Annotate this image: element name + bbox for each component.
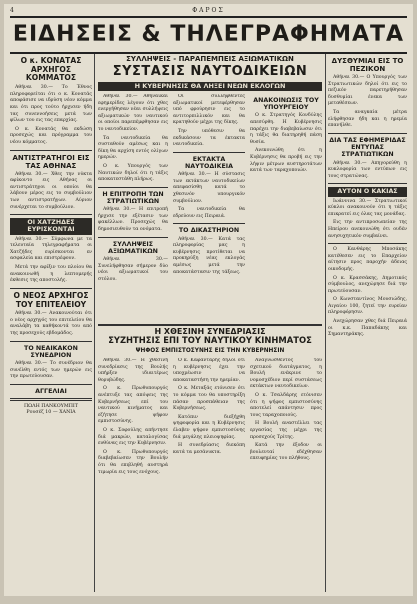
paragraph: Ο κ. Κονατάς θα εκδώση προσεχώς και πρόγραμμα του νέου κόμματος. (10, 126, 92, 145)
second-headline: ΣΥΖΗΤΗΣΙΣ ΕΠΙ ΤΟΥ ΝΑΥΤΙΚΟΥ ΚΙΝΗΜΑΤΟΣ (108, 335, 312, 345)
paragraph: Ο Κανθάρης Μποσάκης κατέθεσεν εις το Επαρχείον αίτησιν προς παροχήν άδειας οικοδομής. (328, 247, 407, 272)
paragraph: Αθήναι 30.— Το Έθνος πληροφορείται ότι ο κ. Κονατάς αποφάσισε να ιδρύση νέον κόμμα και ότι προς τούτο ήρχισεν ήδη τας συνεννοήσεις μετά των φίλων του εις τας επαρχίας. (10, 85, 92, 124)
page-number: 4 (10, 7, 14, 14)
article-body (328, 161, 407, 181)
article-body (328, 247, 407, 339)
paragraph: Αθήναι 30.— Η επιτροπή ήρχισε την εξέτασιν των φακέλλων. Προσεχώς θα δημοσιευθούν τα ονόματα. (98, 207, 168, 232)
article-headline: ΟΙ ΧΑΤΖΗΔΕΣ ΕΥΡΙΣΚΟΝΤΑΙ (10, 218, 92, 234)
second-column-1 (98, 358, 168, 592)
article-body (10, 311, 92, 337)
paragraph: Η Βουλή αναστέλλει τας εργασίας της μέχρι της προσεχούς Τρίτης. (250, 421, 322, 440)
paragraph: Ο κ. Υπουργός των Ναυτικών δηλοί ότι η τάξις αποκατεστάθη πλήρως. (98, 163, 168, 183)
article-headline: Η ΕΠΙΤΡΟΠΗ ΤΩΝ ΣΤΡΑΤΙΩΤΙΚΩΝ (102, 190, 164, 205)
article-body (98, 207, 168, 233)
paragraph: Τα ναυτοδικεία θα συσταθούν αμέσως και η δίκη θα αρχίση εντός ολίγων ημερών. (98, 135, 168, 161)
column-rule (94, 54, 95, 592)
second-column-2 (173, 358, 245, 592)
article-headline: ΤΟ ΔΙΚΑΣΤΗΡΙΟΝ (178, 227, 240, 235)
divider (10, 288, 92, 289)
divider (328, 243, 407, 244)
lead-subheadline: Η ΚΥΒΕΡΝΗΣΙΣ ΘΑ ΛΗΞΕΙ ΝΕΩΝ ΕΚΛΟΓΩΝ (98, 82, 322, 91)
paragraph: Ο κ. Μεταξάς ετόνισεν ότι το κόμμα του θα υποστηρίξη πάσαν προσπάθειαν της Κυβερνήσεως. (173, 386, 245, 412)
article-headline: ΔΙΑ ΤΑΣ ΕΦΗΜΕΡΙΔΑΣ ΕΝΤΥΠΑΣ ΣΤΡΑΤΙΩΤΙΚΩΝ (329, 136, 406, 159)
newspaper-name: ΦΑΡΟΣ (192, 7, 225, 14)
divider (10, 150, 92, 151)
paragraph: Ο κ. Πρωθυπουργός διαβεβαίωσεν την Βουλήν ότι θα επιβληθή αυστηρά τιμωρία εις τους ενόχους. (98, 449, 168, 475)
divider (10, 214, 92, 215)
article-headline: ΑΥΤΟΝ Ο ΚΑΚΙΑΣ (328, 187, 407, 196)
advert-line: Ρουσέζ 10 — ΧΑΝΙΑ (26, 410, 76, 416)
paragraph: Τα αναγκαία μέτρα ελήφθησαν ήδη και η ηρεμία επανήλθε. (328, 110, 407, 129)
lead-column-1 (98, 94, 168, 334)
second-kicker: Η ΧΘΕΣΙΝΗ ΣΥΝΕΔΡΙΑΣΙΣ (98, 324, 322, 337)
article-body (98, 257, 168, 283)
paragraph: Αναγνωσθέντος του σχετικού διατάγματος, η Βουλή ενέκρινε το νομοσχέδιον περί συστάσεως εκτάκτων ναυτοδικείων. (250, 358, 322, 390)
article-headline: ΑΝΤΙΣΤΡΑΤΗΓΟΙ ΕΙΣ ΤΑΣ ΑΘΗΝΑΣ (12, 153, 90, 170)
paragraph: Ιωάννινα 30.— Στρατιωτικοί κύκλοι ανακοινούν ότι η τάξις επικρατεί εις όλας τας μονάδας. (328, 198, 407, 217)
article-headline: ΔΥΣΘΥΜΙΑΙ ΕΙΣ ΤΟ ΠΕΖΙΚΟΝ (331, 57, 404, 74)
lead-column-3 (250, 94, 322, 320)
article-body (173, 237, 245, 277)
article-body (250, 113, 322, 174)
article-body (10, 361, 92, 381)
article-headline: ΑΓΓΕΛΙΑΙ (35, 387, 67, 395)
article-headline: ΑΝΑΚΟΙΝΩΣΙΣ ΤΟΥ ΥΠΟΥΡΓΕΙΟΥ (253, 97, 319, 112)
article-body (98, 94, 168, 184)
article-body (328, 75, 407, 130)
lead-column-2 (173, 94, 245, 320)
paragraph: Ο κ. Σοφούλης απήντησε διά μακρών, καταλογίσας ευθύνας εις την Κυβέρνησιν. (98, 427, 168, 447)
article-body (10, 237, 92, 285)
paragraph: Αθήναι 30.— Χθες την νύκτα αφίκοντο εις Αθήνας οι αντιστράτηγοι οι οποίοι θα λάβουν μέρος εις το συμβούλιον των αντιστρατήγων. Αύριον συνέρχεται το συμβούλιον. (10, 171, 92, 210)
paragraph: Ο Κωνσταντίνος Μουσιώδης, Αιγαίου 100, ζητεί την ευρείαν πληροφόρησιν. (328, 297, 407, 316)
column-rule (325, 54, 326, 592)
article-body (173, 94, 245, 149)
paragraph: Αθήναι 30.— Η σύστασις των εκτάκτων ναυτοδικείων απεφασίσθη κατά το χθεσινόν υπουργικόν συμβούλιον. (173, 172, 245, 204)
second-subheadline: ΨΗΦΟΣ ΕΜΠΙΣΤΟΣΥΝΗΣ ΕΙΣ ΤΗΝ ΚΥΒΕΡΝΗΣΙΝ (135, 348, 285, 354)
article-headline: ΕΚΤΑΚΤΑ ΝΑΥΤΟΔΙΚΕΙΑ (185, 155, 233, 170)
paragraph: Αθήναι 30.— Συνελήφθησαν σήμερον δύο νέοι αξιωματικοί του στόλου. (98, 257, 168, 282)
newspaper-page (4, 4, 413, 596)
paragraph: Αθήναι 30.— Ανακοινούται ότι ο νέος αρχηγός του επιτελείου θα αναλάβη τα καθήκοντά του από της προσεχούς εβδομάδος. (10, 311, 92, 336)
paragraph: Οι συλληφθέντες αξιωματικοί μετεφέρθησαν υπό φρούρησιν εις το αντιτορπιλλικόν και θα κρατηθούν μέχρι της δίκης. (173, 94, 245, 126)
paragraph: Αθήναι 30.— Σύμφωνα με τα τελευταία τηλεγραφήματα οι Χατζήδες ευρίσκονται εν ασφαλεία και επιστρέφουν. (10, 236, 92, 262)
paragraph: Ο κ. Πρωθυπουργός ανέπτυξε τας απόψεις της Κυβερνήσεως επί του ναυτικού κινήματος και εζήτησε ψήφον εμπιστοσύνης. (98, 386, 168, 425)
article-body (173, 172, 245, 220)
article-body (328, 199, 407, 241)
article-headline: ΤΟ ΝΕΑΙΚΑΚΟΝ ΣΥΝΕΔΡΙΟΝ (24, 344, 78, 359)
article-body (10, 85, 92, 146)
paragraph: Αθήναι 30.— Η χθεσινή συνεδρίασις της Βουλής υπήρξεν ιδιαιτέρως θορυβώδης. (98, 358, 168, 383)
column-right (328, 54, 407, 592)
divider (328, 133, 407, 134)
divider (10, 384, 92, 385)
paragraph: Αθήναι 30.— Ο Υπουργός των Στρατιωτικών δηλοί ότι εις το πεζικόν παρετηρήθησαν δυσθυμίαι ένεκα των μεταθέσεων. (328, 75, 407, 107)
lead-kicker: ΣΥΛΛΗΨΕΙΣ - ΠΑΡΑΠΕΜΠΕΙΣ ΑΞΙΩΜΑΤΙΚΩΝ (126, 55, 294, 63)
divider (10, 398, 92, 401)
article-headline: Ο ΝΕΟΣ ΑΡΧΗΓΟΣ ΤΟΥ ΕΠΙΤΕΛΕΙΟΥ (13, 290, 89, 309)
divider (10, 341, 92, 342)
article-body (250, 358, 322, 463)
paragraph: Αθήναι 30.— Απηγορεύθη η κυκλοφορία των εντύπων εις τους στρατώνας. (328, 160, 407, 179)
paragraph: Μετά την αφίξιν του πλοίου θα ανακοινωθή η λεπτομερής έκθεσις της αποστολής. (10, 265, 92, 284)
paragraph: Αθήναι 30.— Κατά τας πληροφορίας μας η κυβέρνησις προτίθεται να προκηρύξη νέας εκλογάς αμέσως μετά την αποκατάστασιν της τάξεως. (173, 236, 245, 275)
paragraph: Τα ναυτοδικεία θα εδρεύουν εις Πειραιά. (173, 207, 245, 219)
paragraph: Ανεκοινώθη ότι η Κυβέρνησις θα προβή εις την λήψιν μέτρων αυστηροτάτων κατά των ταραχοποιών. (250, 148, 322, 174)
column-left (10, 54, 92, 592)
paragraph: Αθήναι 30.— Αθηναϊκαί εφημερίδες λέγουν ότι χθες ενεργήθησαν νέαι συλλήψεις αξιωματικών του ναυτικού οι οποίοι παρεπέμφθησαν εις το ναυτοδικείον. (98, 94, 168, 132)
paragraph: Η συνεδρίασις διεκόπη κατά τα μεσάνυκτα. (173, 443, 245, 455)
paragraph: Εις την αντιπροσωπείαν της Ηπείρου ανεκοινώθη ότι ουδέν ανησυχητικόν συμβαίνει. (328, 220, 407, 239)
paragraph: Ο κ. Καφαντάρης δηλοί ότι η κυβέρνησις έχει την υποχρέωσιν να αποκαταστήση την ηρεμίαν. (173, 358, 245, 383)
divider (173, 223, 245, 224)
article-headline: Ο κ. ΚΟΝΑΤΑΣ ΑΡΧΗΓΟΣ ΚΟΜΜΑΤΟΣ (20, 56, 82, 83)
paragraph: Ο κ. Κρασσάκης, Δημοτικός σύμβουλος, ανεχώρησε διά την πρωτεύουσαν. (328, 275, 407, 294)
lead-headline: ΣΥΣΤΑΣΙΣ ΝΑΥΤΟΔΙΚΕΙΩΝ (112, 64, 308, 79)
paragraph: Κατά την έξοδον οι βουλευταί εδέχθησαν επευφημίας του πλήθους. (250, 443, 322, 462)
paragraph: Ο κ. Στρατηγός Κονδύλης απεσύρθη. Η Κυβέρνησις παρέχει την διαβεβαίωσιν ότι η τάξις θα διατηρηθή πάση θυσία. (250, 113, 322, 145)
paragraph: Ο κ. Τσαλδάρης ετόνισεν ότι η ψήφος εμπιστοσύνης αποτελεί απάντησιν προς τους ταραχοποιούς. (250, 392, 322, 418)
paragraph: Αθήναι 30.— Το συνέδριον θα συνέλθη εντός των ημερών εις την πρωτεύουσαν. (10, 361, 92, 380)
article-body (173, 358, 245, 456)
divider (328, 183, 407, 184)
divider (98, 237, 168, 238)
paragraph: Κατόπιν διεξήχθη ψηφοφορία και η Κυβέρνησις έλαβεν ψήφον εμπιστοσύνης διά μεγάλης πλειοψηφίας. (173, 414, 245, 440)
paragraph: Την υπόθεσιν θα εκδικάσουν τα έκτακτα ναυτοδικεία. (173, 128, 245, 148)
section-title: ΕΙΔΗΣΕΙΣ & ΤΗΛΕΓΡΑΦΗΜΑΤΑ (12, 22, 405, 47)
advert-line: ΠΩΛΗ ΠΑΝΚΟΥΜΠΙΤ (23, 404, 79, 410)
paragraph: Ανεχώρησαν χθες διά Πειραιά οι κ.κ. Παπαδάκης και Σημαντηράκης. (328, 319, 407, 338)
article-headline: ΣΥΛΛΗΨΕΙΣ ΑΞΙΩΜΑΤΙΚΩΝ (108, 240, 158, 255)
divider (98, 187, 168, 188)
second-column-3 (250, 358, 322, 592)
section-banner (10, 16, 407, 54)
divider (173, 152, 245, 153)
article-body (98, 358, 168, 476)
article-body (10, 172, 92, 212)
